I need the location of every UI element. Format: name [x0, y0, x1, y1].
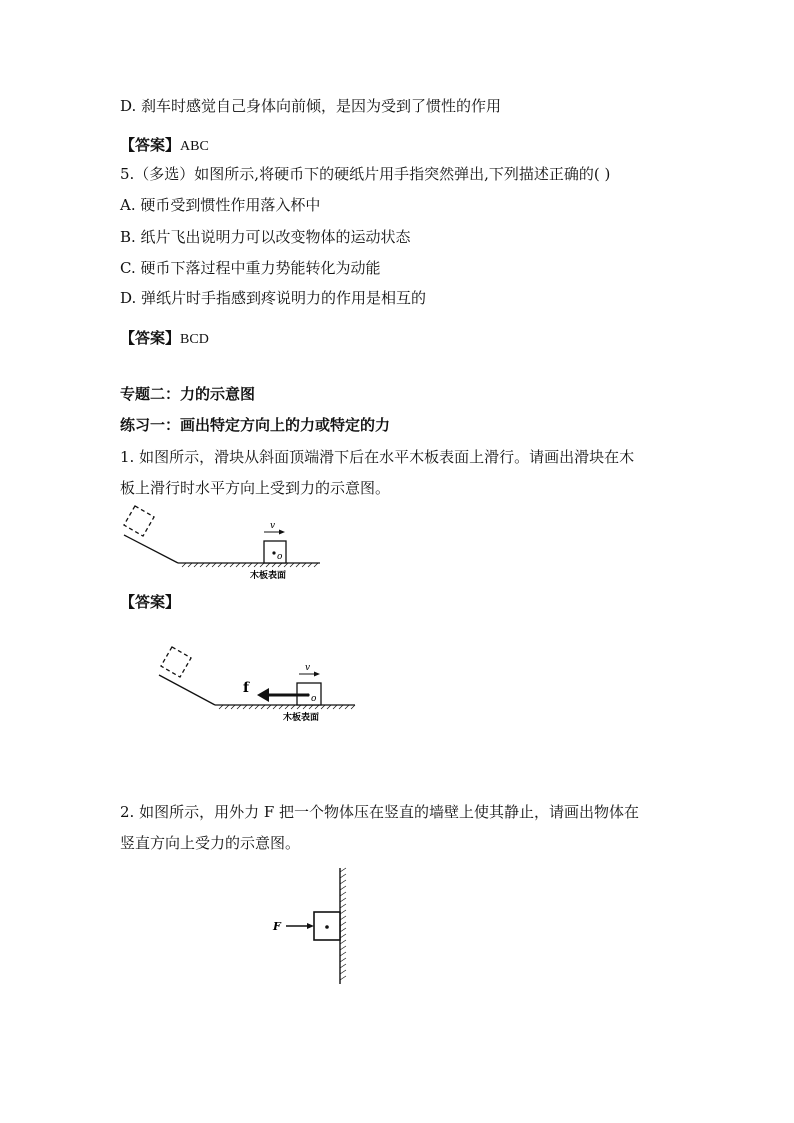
answer-label: 【答案】 — [120, 593, 181, 611]
velocity-arrowhead — [314, 672, 320, 677]
block-center-dot — [325, 925, 329, 929]
block-center-dot — [272, 551, 275, 554]
exercise-title: 练习一：画出特定方向上的力或特定的力 — [120, 416, 391, 434]
q4-answer — [120, 135, 209, 157]
surface-label: 木板表面 — [283, 713, 320, 723]
problem2-line1: 2. 如图所示，用外力 F 把一个物体压在竖直的墙壁上使其静止，请画出物体在 — [120, 803, 640, 821]
q5-stem: 5.（多选）如图所示,将硬币下的硬纸片用手指突然弹出,下列描述正确的( ) — [120, 165, 611, 183]
velocity-label: v — [270, 521, 276, 531]
friction-label: f — [243, 680, 250, 696]
q4-option-d: D. 刹车时感觉自己身体向前倾，是因为受到了惯性的作用 — [120, 97, 502, 115]
q5-answer — [120, 328, 209, 350]
dashed-block-on-incline — [124, 506, 154, 536]
dashed-block-on-incline — [161, 647, 191, 677]
point-label: o — [277, 552, 283, 562]
velocity-label: v — [305, 663, 311, 673]
velocity-arrowhead — [279, 530, 285, 535]
problem1-line2: 板上滑行时水平方向上受到力的示意图。 — [120, 479, 391, 497]
topic-title: 专题二：力的示意图 — [120, 385, 256, 403]
problem1-answer — [120, 592, 180, 612]
incline-line — [159, 675, 215, 705]
figure-incline-block — [120, 505, 330, 585]
q5-option-c: C. 硬币下落过程中重力势能转化为动能 — [120, 259, 381, 277]
q5-option-a: A. 硬币受到惯性作用落入杯中 — [120, 196, 321, 214]
figure-wall-block — [268, 868, 358, 986]
answer-value: BCD — [180, 332, 209, 347]
force-arrowhead — [307, 923, 314, 929]
q5-option-b: B. 纸片飞出说明力可以改变物体的运动状态 — [120, 228, 411, 246]
force-label: F — [273, 920, 281, 933]
wall-hatching — [340, 868, 346, 980]
incline-line — [124, 535, 178, 563]
problem1-line1: 1. 如图所示，滑块从斜面顶端滑下后在水平木板表面上滑行。请画出滑块在木 — [120, 448, 635, 466]
q5-option-d: D. 弹纸片时手指感到疼说明力的作用是相互的 — [120, 289, 427, 307]
answer-label: 【答案】 — [120, 136, 181, 154]
problem2-line2: 竖直方向上受力的示意图。 — [120, 834, 301, 852]
answer-label: 【答案】 — [120, 329, 181, 347]
point-label: o — [311, 694, 317, 704]
figure-answer-friction — [155, 645, 365, 725]
surface-label: 木板表面 — [250, 571, 287, 581]
friction-arrowhead — [257, 688, 269, 702]
answer-value: ABC — [180, 139, 209, 154]
